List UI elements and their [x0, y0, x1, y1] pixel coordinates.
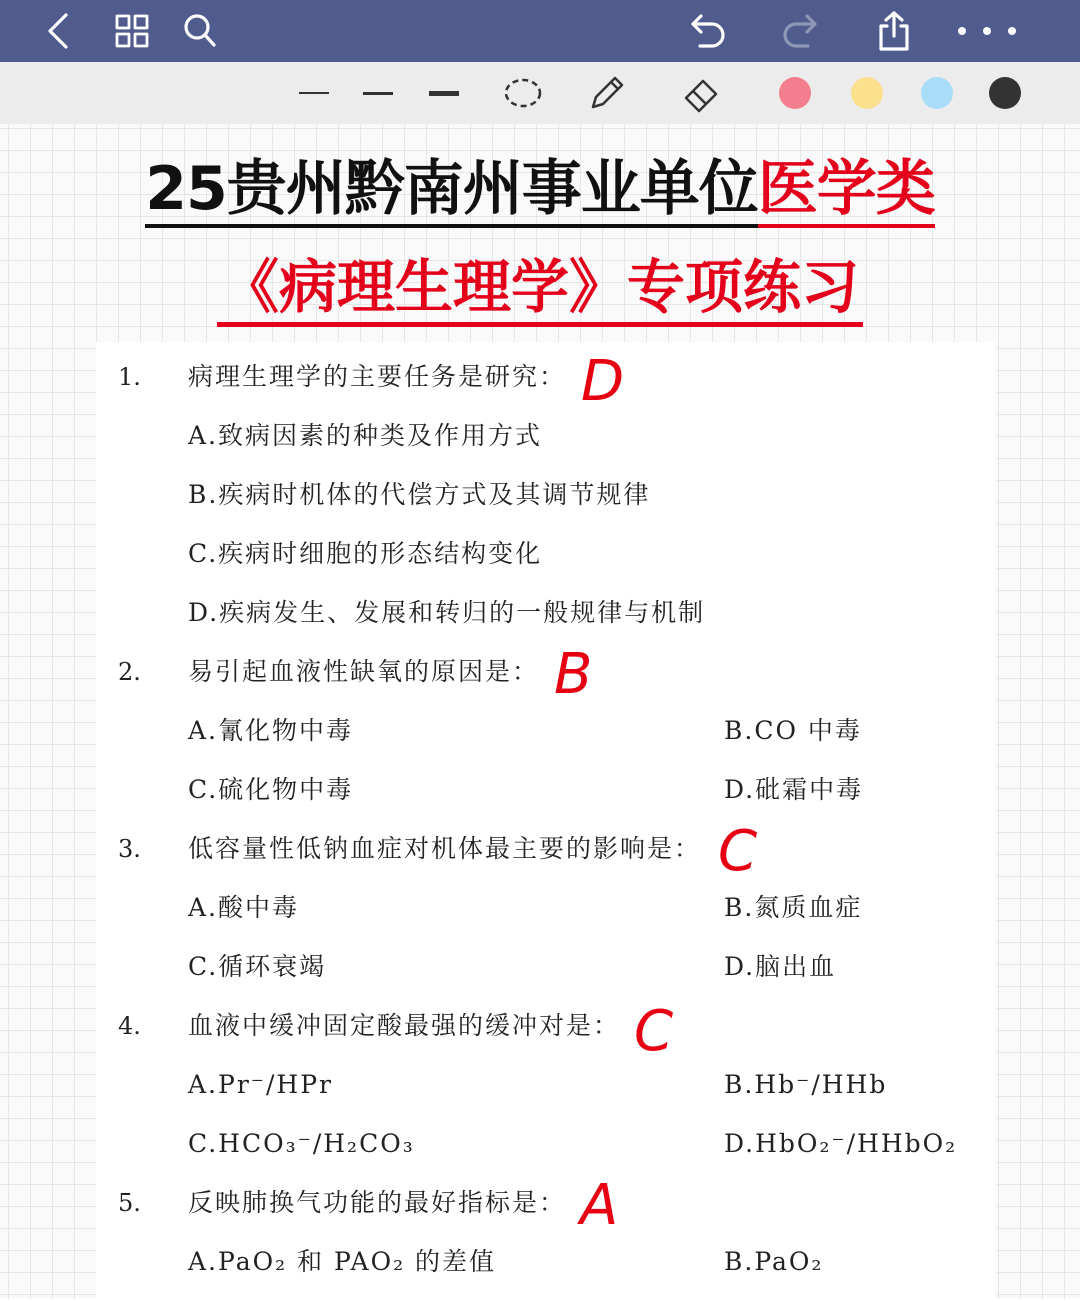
- question-number: 3.: [118, 835, 141, 863]
- option: B.疾病时机体的代偿方式及其调节规律: [188, 480, 651, 509]
- medium-line-icon[interactable]: [362, 62, 394, 124]
- top-nav-bar: [0, 0, 1080, 62]
- question-number: 5.: [118, 1189, 141, 1217]
- option: A.酸中毒: [188, 893, 300, 922]
- redo-icon[interactable]: [778, 0, 822, 62]
- handwritten-answer: A: [580, 1173, 619, 1238]
- question-number: 1.: [118, 363, 141, 391]
- option: B.Hb⁻/HHb: [724, 1070, 888, 1099]
- color-swatch-blue[interactable]: [920, 62, 954, 124]
- option: A.氰化物中毒: [188, 716, 354, 745]
- question-text: 易引起血液性缺氧的原因是：: [188, 657, 540, 686]
- handwritten-answer: C: [718, 819, 758, 884]
- document-page[interactable]: [0, 124, 1080, 1299]
- color-swatch-pink[interactable]: [778, 62, 812, 124]
- handwritten-answer: D: [581, 349, 625, 414]
- option: C.疾病时细胞的形态结构变化: [188, 539, 543, 568]
- option: A.Pr⁻/HPr: [188, 1070, 333, 1099]
- handwritten-answer: B: [554, 642, 593, 707]
- thin-line-icon[interactable]: [298, 62, 330, 124]
- option: A.致病因素的种类及作用方式: [188, 421, 543, 450]
- question-text: 血液中缓冲固定酸最强的缓冲对是：: [188, 1011, 621, 1040]
- undo-icon[interactable]: [686, 0, 730, 62]
- option: D.疾病发生、发展和转归的一般规律与机制: [188, 598, 706, 627]
- option: C.硫化物中毒: [188, 775, 354, 804]
- color-swatch-black[interactable]: [988, 62, 1022, 124]
- option: D.砒霜中毒: [724, 775, 864, 804]
- document-subtitle: 《病理生理学》专项练习: [0, 252, 1080, 327]
- document-title: [0, 154, 1080, 228]
- question-text: 低容量性低钠血症对机体最主要的影响是：: [188, 834, 702, 863]
- question-text: 反映肺换气功能的最好指标是：: [188, 1188, 567, 1217]
- option: C.循环衰竭: [188, 952, 327, 981]
- lasso-icon[interactable]: [502, 62, 544, 124]
- question-number: 4.: [118, 1012, 141, 1040]
- handwritten-answer: C: [634, 999, 674, 1064]
- question-number: 2.: [118, 658, 141, 686]
- question-sheet: [96, 342, 996, 1302]
- question-text: 病理生理学的主要任务是研究：: [188, 362, 567, 391]
- share-icon[interactable]: [872, 0, 916, 62]
- title-red: 医学类: [757, 154, 935, 224]
- back-icon[interactable]: [38, 0, 78, 62]
- option: C.HCO₃⁻/H₂CO₃: [188, 1129, 415, 1158]
- grid-icon[interactable]: [110, 0, 154, 62]
- more-icon[interactable]: [950, 0, 1024, 62]
- thick-line-icon[interactable]: [428, 62, 460, 124]
- color-swatch-yellow[interactable]: [850, 62, 884, 124]
- option: D.HbO₂⁻/HHbO₂: [724, 1129, 958, 1158]
- eraser-icon[interactable]: [680, 62, 722, 124]
- option: D.脑出血: [724, 952, 837, 981]
- title-black: 25贵州黔南州事业单位: [145, 154, 758, 224]
- option: B.氮质血症: [724, 893, 863, 922]
- option: B.PaO₂: [724, 1247, 824, 1276]
- option: B.CO 中毒: [724, 716, 862, 745]
- pencil-icon[interactable]: [586, 62, 628, 124]
- search-icon[interactable]: [180, 0, 220, 62]
- drawing-toolbar: [0, 62, 1080, 124]
- option: A.PaO₂ 和 PAO₂ 的差值: [188, 1247, 497, 1276]
